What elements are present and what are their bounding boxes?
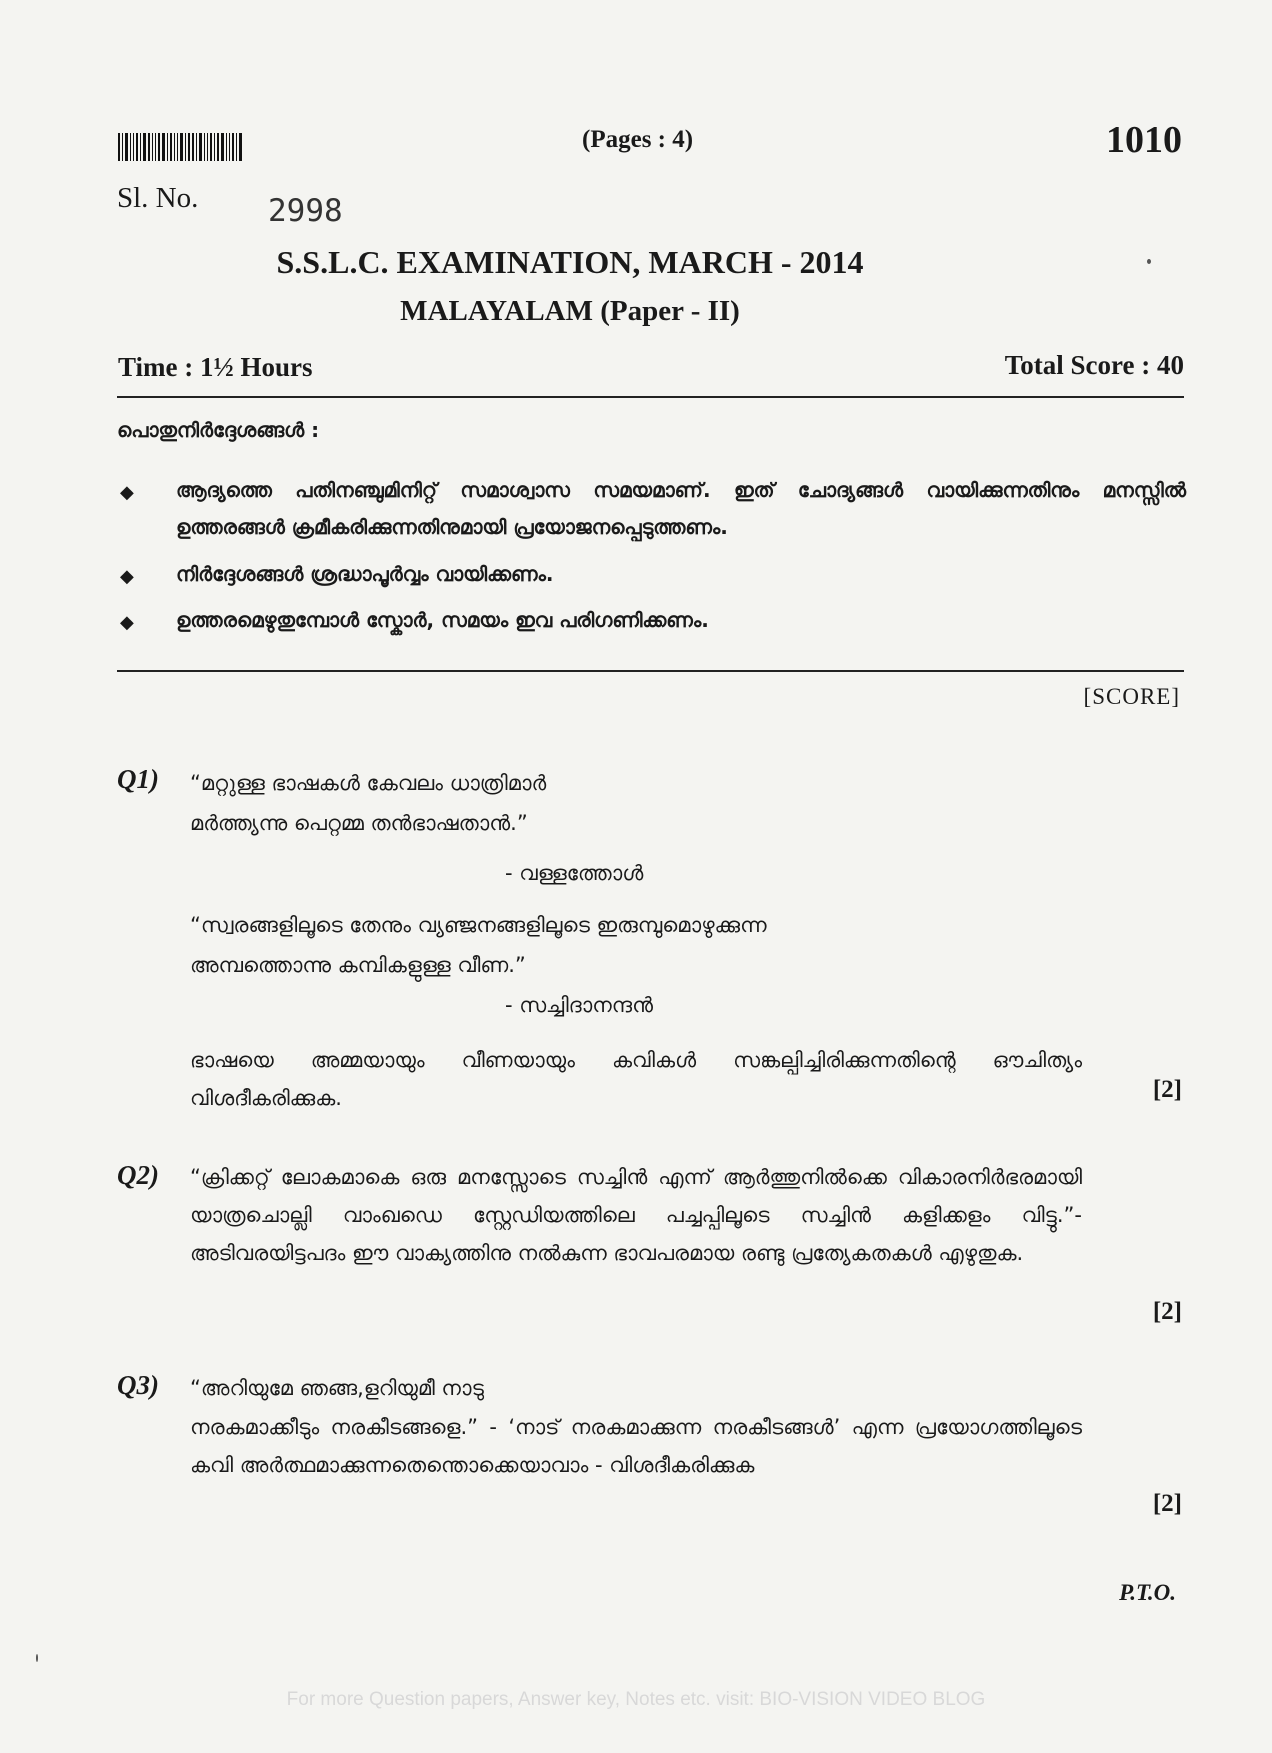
q1-quote2-author: - സച്ചിദാനന്ദൻ <box>505 993 653 1017</box>
barcode-bar <box>148 133 150 161</box>
serial-label: Sl. No. <box>117 182 199 214</box>
q1-quote2-line1: “സ്വരങ്ങളിലൂടെ തേനും വ്യഞ്ജനങ്ങളിലൂടെ ഇരുമ്പുമൊഴുക്കുന്ന <box>190 913 767 937</box>
scan-speck <box>36 1654 38 1662</box>
barcode-bar <box>143 133 146 161</box>
instructions-title: പൊതുനിർദ്ദേശങ്ങൾ : <box>117 418 320 442</box>
barcode-bar <box>226 133 227 161</box>
barcode-bar <box>180 133 183 161</box>
barcode-bar <box>158 133 160 161</box>
barcode-bar <box>155 133 156 161</box>
question-number: Q2) <box>117 1160 159 1190</box>
page-count: (Pages : 4) <box>582 126 694 153</box>
barcode-bar <box>232 133 234 161</box>
paper-code: 1010 <box>1106 119 1182 161</box>
barcode-bar <box>236 133 237 161</box>
instructions-divider <box>117 670 1184 672</box>
exam-title: S.S.L.C. EXAMINATION, MARCH - 2014 <box>276 244 864 280</box>
barcode-bar <box>174 133 175 161</box>
score-column-heading: [SCORE] <box>1083 684 1180 709</box>
bullet-icon: ◆ <box>120 566 134 587</box>
q3-question: നരകമാക്കീടും നരകീടങ്ങളെ.” - ‘നാട് നരകമാക്കുന്ന നരകീടങ്ങൾ’ എന്ന പ്രയോഗത്തിലൂടെ കവി അർത്ഥമാക്കുന്നതെന്തൊക്കെയാവാം - വിശദീകരിക്കുക <box>190 1415 1082 1477</box>
bullet-icon: ◆ <box>120 482 134 503</box>
q1-quote1-line2: മർത്ത്യന്നു പെറ്റമ്മ തൻഭാഷതാൻ.” <box>190 811 528 835</box>
barcode-bar <box>196 133 197 161</box>
total-score: Total Score : 40 <box>1004 350 1184 380</box>
question-number: Q1) <box>117 764 159 794</box>
serial-number: 2998 <box>268 193 343 229</box>
scan-speck <box>1147 259 1151 264</box>
barcode-bar <box>204 133 205 161</box>
footer-watermark: For more Question papers, Answer key, Notes etc. visit: BIO-VISION VIDEO BLOG <box>286 1689 986 1710</box>
barcode-bar <box>177 133 178 161</box>
instruction-item: ഉത്തരമെഴുതുമ്പോൾ സ്കോർ, സമയം ഇവ പരിഗണിക്കണം. <box>176 608 709 632</box>
q1-marks: [2] <box>1152 1076 1182 1103</box>
q1-quote1-author: - വള്ളത്തോൾ <box>505 861 644 885</box>
barcode-bar <box>125 133 128 161</box>
barcode-bar <box>217 133 219 161</box>
barcode-bar <box>188 133 190 161</box>
q2-marks: [2] <box>1152 1298 1182 1325</box>
q1-quote2-line2: അമ്പത്തൊന്നു കമ്പികളുള്ള വീണ.” <box>190 953 526 977</box>
barcode-bar <box>152 133 153 161</box>
q1-question: ഭാഷയെ അമ്മയായും വീണയായും കവികൾ സങ്കല്പിച്ചിരിക്കുന്നതിന്റെ ഔചിത്യം വിശദീകരിക്കുക. <box>190 1048 1082 1110</box>
barcode-bar <box>133 133 134 161</box>
barcode-bar <box>210 133 212 161</box>
bullet-icon: ◆ <box>120 612 134 633</box>
barcode-bar <box>214 133 215 161</box>
q1-quote1-line1: “മറ്റുള്ള ഭാഷകൾ കേവലം ധാത്രിമാർ <box>190 771 547 795</box>
header-divider <box>117 396 1184 398</box>
barcode-bar <box>162 133 165 161</box>
barcode-bar <box>185 133 186 161</box>
subject-title: MALAYALAM (Paper - II) <box>400 295 740 327</box>
instruction-item: ആദ്യത്തെ പതിനഞ്ചുമിനിറ്റ് സമാശ്വാസ സമയമാണ്. ഇത് ചോദ്യങ്ങൾ വായിക്കുന്നതിനും മനസ്സിൽ ഉത്തരങ്ങൾ ക്രമീകരിക്കുന്നതിനുമായി പ്രയോജനപ്പെടുത്തണം. <box>176 478 1186 539</box>
barcode-bar <box>192 133 194 161</box>
q3-quote-line1: “അറിയുമേ ഞങ്ങ,ളറിയുമീ നാടു <box>190 1376 484 1400</box>
barcode-bar <box>122 133 123 161</box>
barcode-bar <box>199 133 202 161</box>
barcode-bar <box>118 133 120 161</box>
barcode-bar <box>140 133 141 161</box>
instruction-item: നിർദ്ദേശങ്ങൾ ശ്രദ്ധാപൂർവ്വം വായിക്കണം. <box>176 562 554 586</box>
barcode-bar <box>207 133 208 161</box>
barcode <box>118 133 266 161</box>
barcode-bar <box>170 133 172 161</box>
barcode-bar <box>221 133 224 161</box>
barcode-bar <box>136 133 138 161</box>
barcode-bar <box>167 133 168 161</box>
question-number: Q3) <box>117 1370 159 1400</box>
barcode-bar <box>229 133 230 161</box>
barcode-bar <box>130 133 131 161</box>
barcode-bar <box>239 133 242 161</box>
q2-question: “ക്രിക്കറ്റ് ലോകമാകെ ഒരു മനസ്സോടെ സച്ചിൻ എന്ന് ആർത്തുനിൽക്കെ വികാരനിർഭരമായി യാത്രചൊല്ലി വാംഖഡെ സ്റ്റേഡിയത്തിലെ പച്ചപ്പിലൂടെ സച്ചിൻ കളിക്കളം വിട്ടു.”- അടിവരയിട്ടപദം ഈ വാക്യത്തിനു നൽകുന്ന ഭാവപരമായ രണ്ടു പ്രത്യേകതകൾ എഴുതുക. <box>190 1165 1082 1265</box>
time-allowed: Time : 1½ Hours <box>118 352 313 382</box>
q3-marks: [2] <box>1152 1490 1182 1517</box>
please-turn-over: P.T.O. <box>1119 1580 1176 1605</box>
